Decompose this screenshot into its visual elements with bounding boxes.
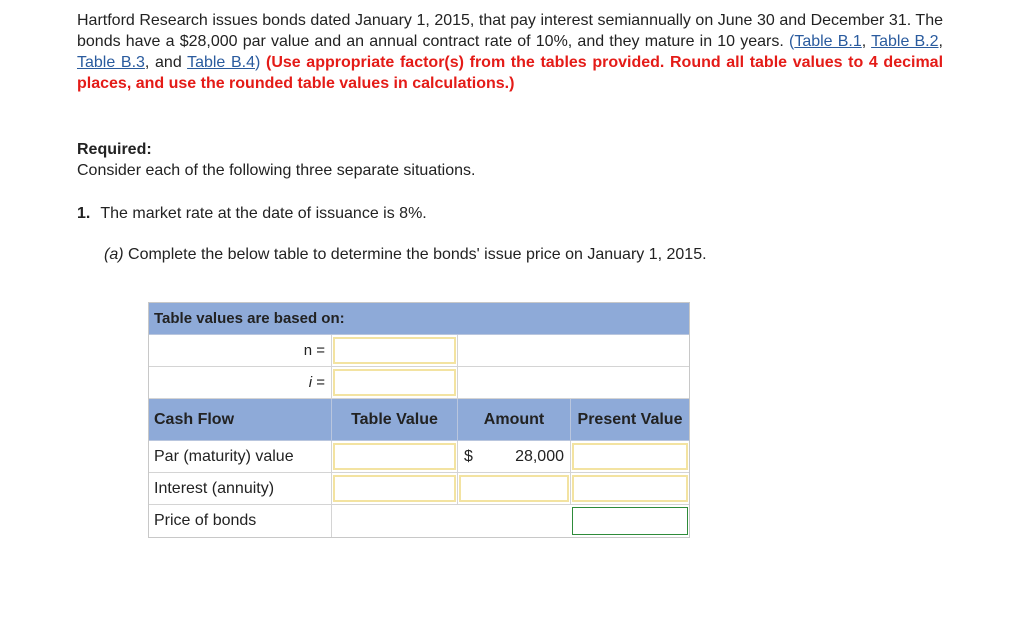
col-table-value: Table Value <box>332 399 458 440</box>
link-table-b2[interactable]: Table B.2 <box>871 33 939 50</box>
amount-value: 28,000 <box>515 447 564 465</box>
question-text: The market rate at the date of issuance is 8%. <box>100 205 427 222</box>
table-header: Table values are based on: <box>149 303 689 335</box>
present-value-input[interactable] <box>572 443 688 470</box>
link-table-b4[interactable]: Table B.4 <box>187 54 255 71</box>
part-text: Complete the below table to determine the bonds' issue price on January 1, 2015. <box>128 246 707 263</box>
i-row <box>149 367 689 399</box>
column-headers <box>149 399 689 441</box>
i-input[interactable] <box>333 369 456 396</box>
table-value-input[interactable] <box>333 475 456 502</box>
col-amount: Amount <box>458 399 571 440</box>
table-value-input[interactable] <box>333 443 456 470</box>
n-label: n = <box>149 335 332 366</box>
amount-cell <box>458 441 571 472</box>
col-cash-flow: Cash Flow <box>149 399 332 440</box>
table-row-price <box>149 505 689 537</box>
currency-symbol: $ <box>464 447 473 465</box>
table-row-interest <box>149 473 689 505</box>
n-input[interactable] <box>333 337 456 364</box>
n-cell <box>332 335 458 366</box>
problem-statement: Hartford Research issues bonds dated January 1, 2015, that pay interest semiannually on June 30 and December 31. The bonds have a $28,000 par value and an annual contract rate of 10%, and they mature in 10 years. (Table B.1, Table B.2, Table B.3, and Table B.4) (Use appropriate factor(s) from the tables provided. Round all table values to 4 decimal places, and use the rounded table values in calculations.) <box>77 12 944 92</box>
and-text: and <box>155 54 182 71</box>
col-present-value: Present Value <box>577 410 683 428</box>
required-text: Consider each of the following three separate situations. <box>77 162 476 179</box>
present-value-input[interactable] <box>572 475 688 502</box>
row-label: Par (maturity) value <box>149 441 332 472</box>
question-1 <box>77 205 427 223</box>
i-label <box>149 367 332 398</box>
amount-input[interactable] <box>459 475 569 502</box>
problem-text: Hartford Research issues bonds dated January 1, 2015, that pay interest semiannually on June 30 and December 31. The bonds have a $28,000 par value and an annual contract rate of 10%, and they mature in 10 years. <box>77 12 943 50</box>
link-table-b3[interactable]: Table B.3 <box>77 54 145 71</box>
i-equals: = <box>316 374 325 391</box>
i-cell <box>332 367 458 398</box>
paren-close: ) <box>255 54 261 71</box>
i-symbol: i <box>308 374 313 391</box>
part-label: (a) <box>104 246 124 263</box>
question-part-a <box>104 246 707 264</box>
n-row <box>149 335 689 367</box>
table-row-par-value <box>149 441 689 473</box>
required-heading: Required: <box>77 141 152 158</box>
present-value-table <box>148 302 690 538</box>
instruction-text: (Use appropriate factor(s) from the tables provided. Round all table values to 4 decimal places, and use the rounded table values in calculations.) <box>77 54 944 92</box>
paren-open: ( <box>789 33 795 50</box>
price-of-bonds-input[interactable] <box>572 507 688 535</box>
row-label: Price of bonds <box>149 505 332 537</box>
amount-cell <box>458 473 571 504</box>
row-label: Interest (annuity) <box>149 473 332 504</box>
question-number: 1. <box>77 205 91 222</box>
link-table-b1[interactable]: Table B.1 <box>794 33 862 50</box>
